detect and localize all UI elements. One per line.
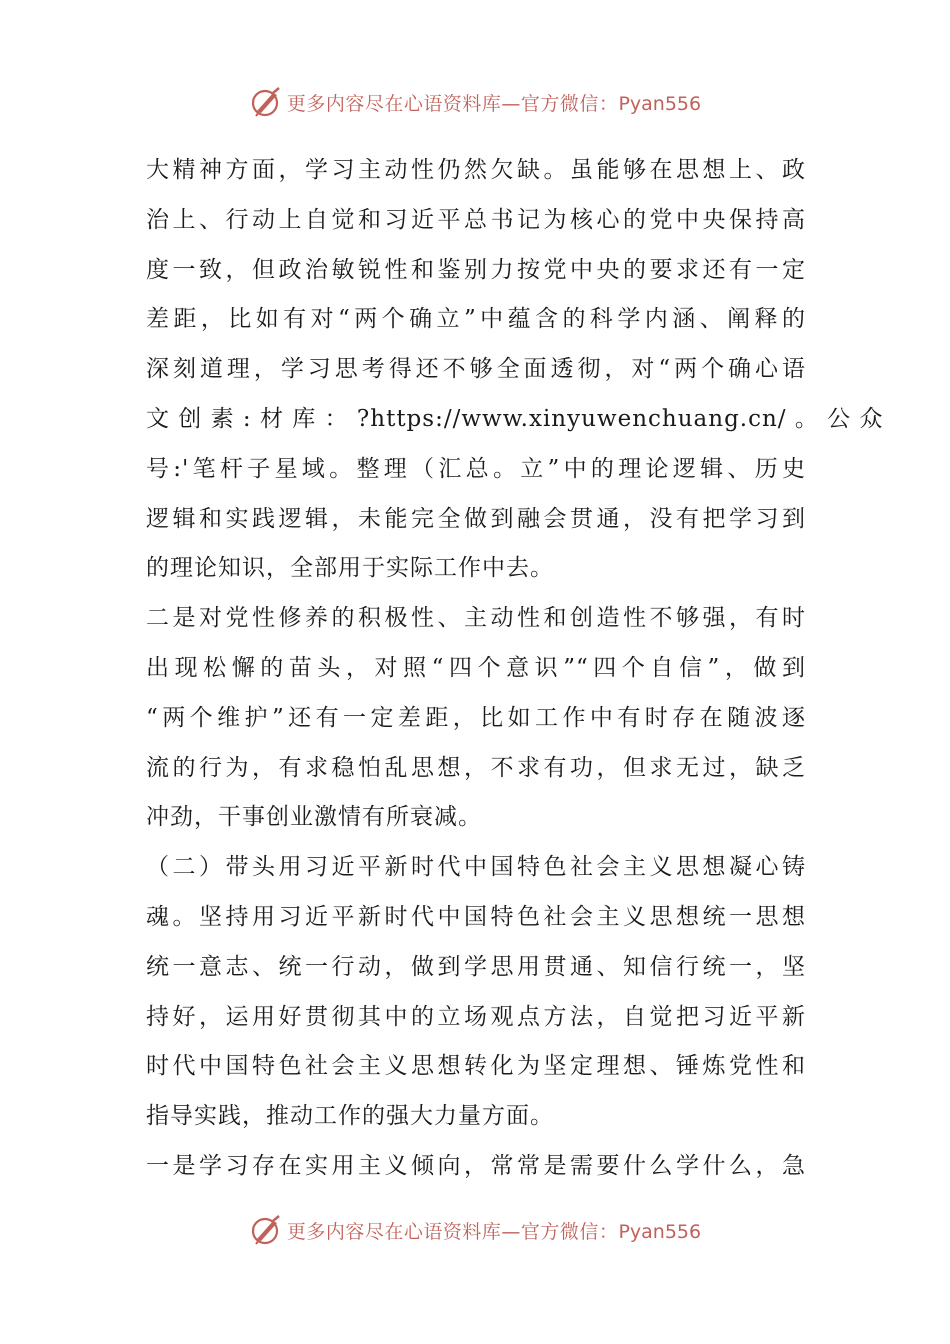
text-line: 时代中国特色社会主义思想转化为坚定理想、锤炼党性和 xyxy=(146,1053,806,1080)
banner-separator: — xyxy=(501,1220,521,1243)
text-line: 差距，比如有对“两个确立”中蕴含的科学内涵、阐释的 xyxy=(146,306,806,333)
banner-title: 更多内容尽在心语资料库 xyxy=(286,92,502,115)
text-line: 度一致，但政治敏锐性和鉴别力按党中央的要求还有一定 xyxy=(146,256,806,283)
text-line: （二）带头用习近平新时代中国特色社会主义思想凝心铸 xyxy=(146,854,806,881)
banner-separator: — xyxy=(501,92,521,115)
text-line: 冲劲，干事创业激情有所衰减。 xyxy=(146,804,482,831)
banner-suffix: 官方微信： xyxy=(520,1220,619,1243)
text-line: 号:'笔杆子星域。整理（汇总。立”中的理论逻辑、历史 xyxy=(146,455,806,482)
text-line: 深刻道理，学习思考得还不够全面透彻，对“两个确心语 xyxy=(146,356,806,383)
pen-logo-icon xyxy=(249,85,283,119)
footer-banner xyxy=(0,1210,950,1250)
banner-handle: Pyan556 xyxy=(618,92,702,115)
text-line: 魂。坚持用习近平新时代中国特色社会主义思想统一思想 xyxy=(146,903,806,930)
text-line: 指导实践，推动工作的强大力量方面。 xyxy=(146,1103,554,1130)
text-line: 的理论知识，全部用于实际工作中去。 xyxy=(146,555,554,582)
text-line: 文 创 素 : 材 库 ： ?https://www.xinyuwenchuang.cn/ 。 公 众 xyxy=(146,405,884,432)
text-line: 统一意志、统一行动，做到学思用贯通、知信行统一，坚 xyxy=(146,953,806,980)
text-line: 流的行为，有求稳怕乱思想，不求有功，但求无过，缺乏 xyxy=(146,754,806,781)
banner-text xyxy=(287,89,701,116)
pen-logo-icon xyxy=(249,1213,283,1247)
document-body xyxy=(146,146,884,1192)
text-line: 出现松懈的苗头，对照“四个意识”“四个自信”，做到 xyxy=(146,654,806,681)
header-banner xyxy=(0,82,950,122)
text-line: 大精神方面，学习主动性仍然欠缺。虽能够在思想上、政 xyxy=(146,157,806,183)
banner-suffix: 官方微信： xyxy=(520,92,619,115)
text-line: “两个维护”还有一定差距，比如工作中有时存在随波逐 xyxy=(146,704,806,731)
text-line: 逻辑和实践逻辑，未能完全做到融会贯通，没有把学习到 xyxy=(146,505,806,532)
banner-title: 更多内容尽在心语资料库 xyxy=(286,1220,502,1243)
text-line: 持好，运用好贯彻其中的立场观点方法，自觉把习近平新 xyxy=(146,1003,806,1030)
banner-text xyxy=(287,1217,701,1244)
text-line: 治上、行动上自觉和习近平总书记为核心的党中央保持高 xyxy=(146,206,806,233)
text-line: 二是对党性修养的积极性、主动性和创造性不够强，有时 xyxy=(146,605,806,632)
banner-handle: Pyan556 xyxy=(618,1220,702,1243)
text-line: 一是学习存在实用主义倾向，常常是需要什么学什么，急 xyxy=(146,1152,806,1179)
